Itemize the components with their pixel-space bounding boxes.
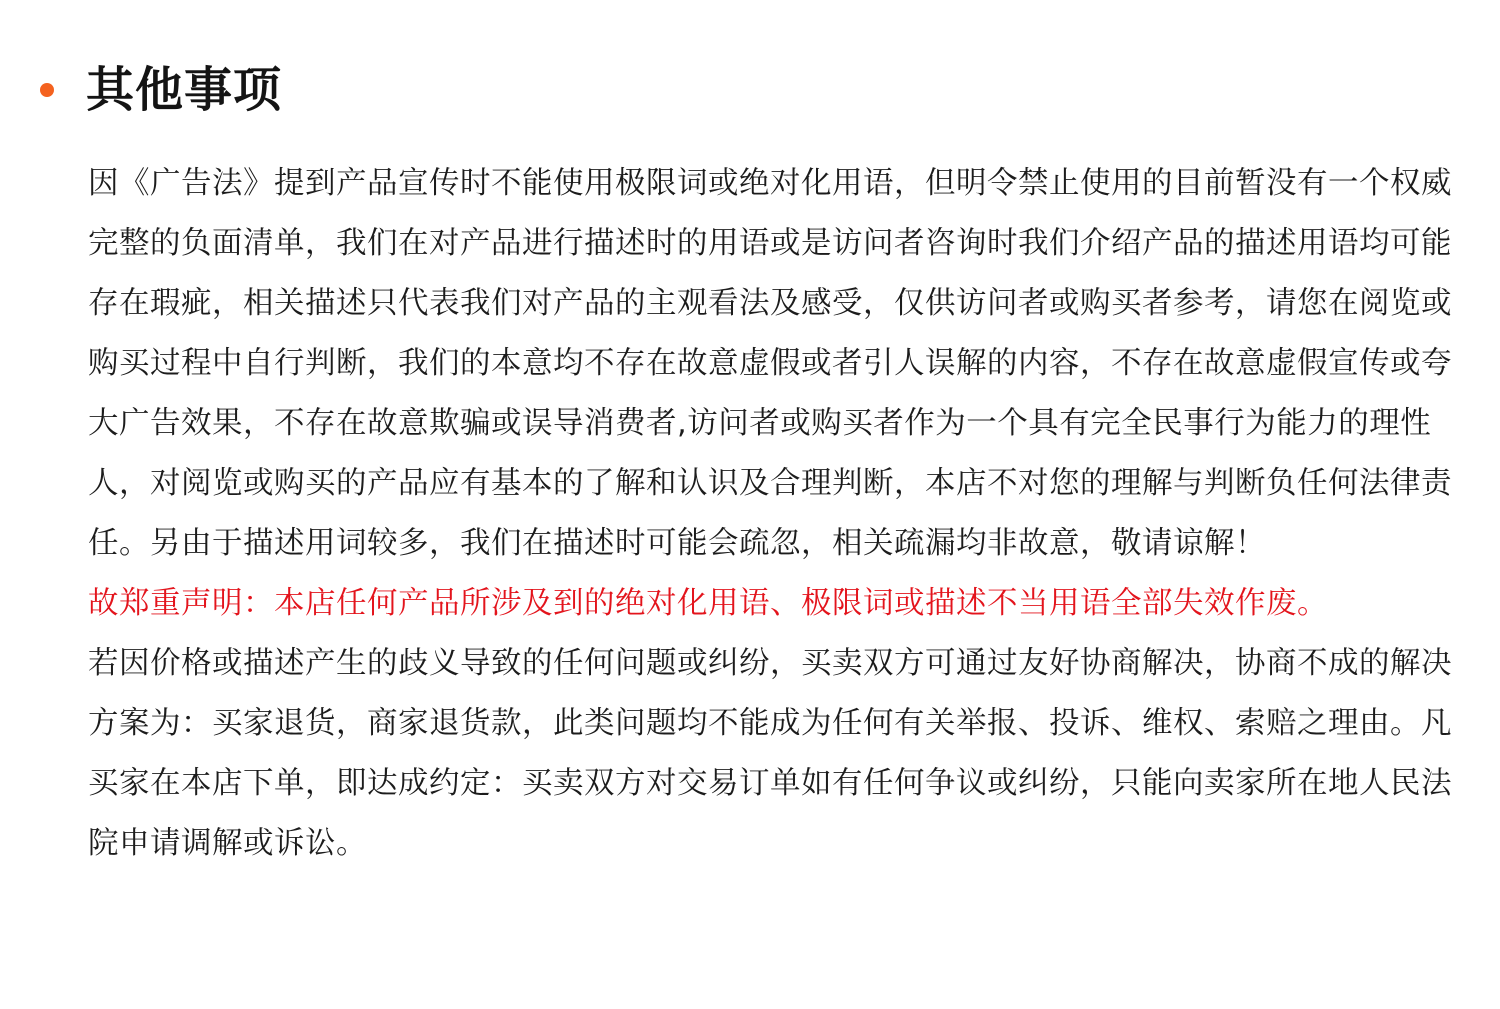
disclaimer-paragraph: 因《广告法》提到产品宣传时不能使用极限词或绝对化用语，但明令禁止使用的目前暂没有一个权威完整的负面清单，我们在对产品进行描述时的用语或是访问者咨询时我们介绍产品的描述用语均可能存在瑕疵，相关描述只代表我们对产品的主观看法及感受，仅供访问者或购买者参考，请您在阅览或购买过程中自行判断，我们的本意均不存在故意虚假或者引人误解的内容，不存在故意虚假宣传或夸大广告效果，不存在故意欺骗或误导消费者,访问者或购买者作为一个具有完全民事行为能力的理性人，对阅览或购买的产品应有基本的了解和认识及合理判断，本店不对您的理解与判断负任何法律责任。另由于描述用词较多，我们在描述时可能会疏忽，相关疏漏均非故意，敬请谅解！ xyxy=(88,166,1452,561)
section-header xyxy=(40,58,282,122)
dispute-paragraph: 若因价格或描述产生的歧义导致的任何问题或纠纷，买卖双方可通过友好协商解决，协商不成的解决方案为：买家退货，商家退货款，此类问题均不能成为任何有关举报、投诉、维权、索赔之理由。凡买家在本店下单，即达成约定：买卖双方对交易订单如有任何争议或纠纷，只能向卖家所在地人民法院申请调解或诉讼。 xyxy=(88,646,1452,861)
section-title: 其他事项 xyxy=(86,62,283,118)
notice-statement: 故郑重声明：本店任何产品所涉及到的绝对化用语、极限词或描述不当用语全部失效作废。 xyxy=(88,586,1328,621)
section-body xyxy=(88,154,1468,874)
orange-bullet-icon xyxy=(40,83,54,97)
